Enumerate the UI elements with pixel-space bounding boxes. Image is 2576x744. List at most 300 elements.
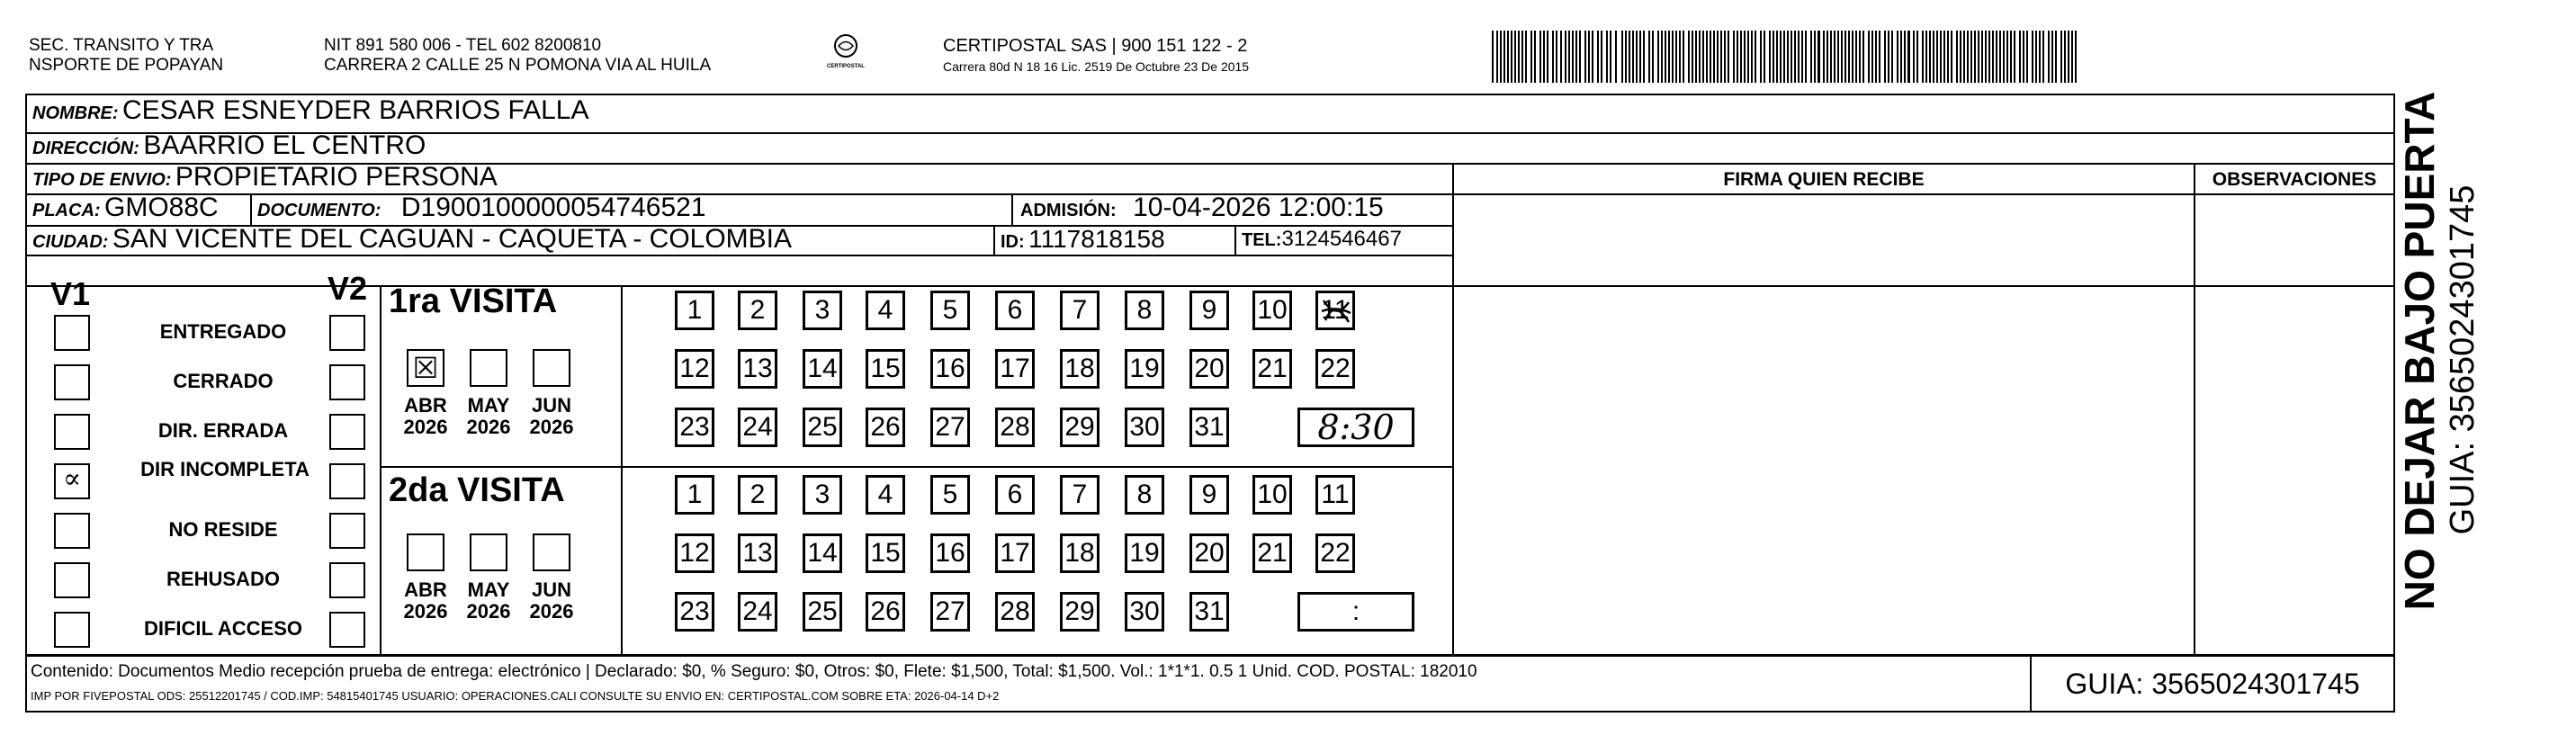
barcode-bar [2042,31,2044,83]
month-checkbox[interactable] [407,349,444,387]
direccion-row [32,130,426,161]
day-box[interactable]: 26 [866,592,905,632]
barcode-bar [1539,31,1541,83]
v1-checkbox-mark: ∝ [62,463,82,495]
barcode-bar [2019,31,2021,83]
month-label [459,395,518,438]
tipo-envio-label: TIPO DE ENVIO: [32,170,172,190]
barcode-bar [1639,31,1641,83]
barcode-bar [1844,31,1846,83]
day-box[interactable]: 19 [1125,533,1164,573]
day-box[interactable]: 14 [803,533,842,573]
day-box[interactable]: 16 [930,533,970,573]
barcode-bar [1572,31,1574,83]
barcode-bar [1518,31,1520,83]
barcode-bar [1904,31,1906,83]
day-box[interactable]: 7 [1060,291,1100,330]
barcode-bar [1834,31,1836,83]
barcode-bar [1579,31,1581,83]
direccion-value: BAARRIO EL CENTRO [143,130,426,160]
barcode-bar [1974,31,1976,83]
barcode-bar [1783,31,1785,83]
barcode-bar [1951,31,1952,83]
barcode-bar [1688,31,1690,83]
day-box[interactable]: 21 [1252,349,1292,389]
day-box[interactable]: 20 [1189,349,1229,389]
month-year: 2026 [403,600,448,623]
barcode-bar [1695,31,1697,83]
v1-checkbox[interactable] [54,414,90,450]
barcode-bar [1661,31,1663,83]
day-box[interactable]: 9 [1189,291,1229,330]
day-box[interactable]: 8 [1125,291,1164,330]
barcode-bar [1534,31,1536,83]
barcode-bar [1922,31,1924,83]
barcode-bar [2068,31,2069,83]
barcode-bar [1891,31,1893,83]
barcode-bar [1543,31,1545,83]
barcode-bar [1547,31,1548,83]
barcode-bar [1740,31,1742,83]
barcode-bar [1884,31,1886,83]
barcode-bar [1507,31,1509,83]
barcode-bar [1648,31,1650,83]
barcode-bar [1702,31,1704,83]
barcode-bar [1629,31,1630,83]
placa-field [32,193,219,223]
barcode-bar [1706,31,1708,83]
day-box[interactable]: 27 [930,592,970,632]
v2-checkbox[interactable] [329,513,365,549]
barcode-bar [1597,31,1599,83]
barcode-bar [1794,31,1796,83]
barcode-bar [2023,31,2024,83]
day-scribble-mark [1318,293,1354,329]
logo-icon [826,32,866,59]
barcode-bar [1963,31,1965,83]
day-box[interactable]: 31 [1189,408,1229,447]
barcode [1488,31,2082,83]
certipostal-logo [826,32,866,74]
day-box[interactable]: 19 [1125,349,1164,389]
v2-checkbox[interactable] [329,562,365,598]
barcode-bar [2039,31,2041,83]
barcode-bar [1810,31,1812,83]
day-box[interactable]: 3 [803,475,842,515]
day-box[interactable]: 2 [738,475,777,515]
barcode-bar [1575,31,1577,83]
barcode-bar [1525,31,1527,83]
barcode-bar [1530,31,1532,83]
tel-value: 3124546467 [1281,227,1402,251]
v1-checkbox[interactable] [54,513,90,549]
barcode-bar [1665,31,1666,83]
status-option-label: DIR. ERRADA [157,419,289,442]
day-box[interactable]: 14 [803,349,842,389]
barcode-bar [1791,31,1792,83]
barcode-bar [1780,31,1782,83]
barcode-bar [1960,31,1961,83]
barcode-bar [1621,31,1623,83]
barcode-bar [1560,31,1562,83]
barcode-bar [1859,31,1861,83]
documento-field [257,193,706,223]
barcode-bar [1672,31,1674,83]
day-box[interactable]: 22 [1315,349,1355,389]
barcode-bar [1900,31,1902,83]
barcode-bar [1733,31,1735,83]
barcode-bar [1841,31,1843,83]
company-name: CERTIPOSTAL SAS | 900 151 122 - 2 [943,36,1248,56]
month-name: MAY [467,578,510,601]
status-option-label: CERRADO [173,370,274,392]
barcode-bar [1925,31,1927,83]
barcode-bar [1514,31,1516,83]
barcode-bar [1985,31,1987,83]
barcode-bar [1588,31,1590,83]
status-option-label: ENTREGADO [159,320,287,343]
visit-2-title: 2da VISITA [389,471,565,509]
footer-guia: GUIA: 3565024301745 [2065,668,2360,700]
barcode-bar [1521,31,1523,83]
barcode-bar [1818,31,1820,83]
day-box[interactable]: 10 [1252,475,1292,515]
month-label [396,395,455,438]
day-box[interactable]: 22 [1315,533,1355,573]
day-box[interactable]: 4 [866,291,905,330]
barcode-bar [1992,31,1994,83]
barcode-bar [1988,31,1990,83]
day-box[interactable]: 6 [995,291,1035,330]
day-box[interactable]: 30 [1125,592,1164,632]
day-box[interactable]: 20 [1189,533,1229,573]
day-box[interactable]: 29 [1060,592,1100,632]
admision-label: ADMISIÓN: [1020,201,1117,220]
barcode-bar [1805,31,1807,83]
observaciones-header: OBSERVACIONES [2212,169,2377,190]
barcode-bar [1744,31,1746,83]
barcode-bar [1801,31,1803,83]
barcode-bar [1556,31,1557,83]
day-box[interactable]: 12 [675,349,714,389]
barcode-bar [2006,31,2008,83]
tel-field [1242,227,1402,252]
barcode-bar [1913,31,1915,83]
day-box[interactable]: 24 [738,408,777,447]
barcode-bar [1776,31,1778,83]
day-box[interactable]: 21 [1252,533,1292,573]
day-box[interactable]: 13 [738,533,777,573]
barcode-bar [1879,31,1880,83]
v2-checkbox[interactable] [329,414,365,450]
nombre-row [32,95,589,126]
status-option-label: DIR INCOMPLETA [140,458,310,480]
v1-checkbox[interactable] [54,364,90,400]
day-box[interactable]: 18 [1060,349,1100,389]
day-box[interactable]: 27 [930,408,970,447]
month-year: 2026 [529,600,574,623]
barcode-bar [1584,31,1586,83]
barcode-bar [2010,31,2012,83]
time-box[interactable]: 8:30 [1297,408,1414,447]
month-name: MAY [467,394,510,417]
day-box[interactable]: 9 [1189,475,1229,515]
barcode-bar [2035,31,2037,83]
month-checkbox[interactable] [470,533,507,571]
admision-field [1020,193,1384,223]
id-value: 1117818158 [1028,225,1165,253]
day-box[interactable]: 15 [866,349,905,389]
barcode-bar [1764,31,1765,83]
barcode-bar [1943,31,1945,83]
barcode-bar [2075,31,2077,83]
visit-1-title: 1ra VISITA [389,282,558,320]
barcode-bar [1888,31,1889,83]
ciudad-label: CIUDAD: [32,232,109,252]
month-name: ABR [404,578,447,601]
barcode-bar [1868,31,1870,83]
status-option-label: REHUSADO [166,568,280,590]
barcode-bar [1848,31,1850,83]
sender-name: SEC. TRANSITO Y TRA NSPORTE DE POPAYAN [29,36,224,75]
barcode-bar [1747,31,1749,83]
barcode-bar [1675,31,1677,83]
day-box[interactable]: 7 [1060,475,1100,515]
ciudad-field [32,224,792,255]
placa-value: GMO88C [104,193,219,222]
footer-contenido: Contenido: Documentos Medio recepción prueba de entrega: electrónico | Declarado: $0, % Seguro: $0, Otros: $0, Flete: $1,500, Total: $1,500. Vol.: 1*1*1. 0.5 1 Unid. COD. POSTAL: 182010 [31,662,1477,681]
v1-checkbox[interactable] [54,562,90,598]
documento-label: DOCUMENTO: [257,201,381,220]
v1-checkbox[interactable] [54,463,90,499]
month-label [396,579,455,623]
barcode-bar [1592,31,1593,83]
barcode-bar [1970,31,1972,83]
barcode-bar [1929,31,1931,83]
tel-label: TEL: [1242,230,1282,250]
nombre-value: CESAR ESNEYDER BARRIOS FALLA [122,95,589,125]
month-name: ABR [404,394,447,417]
v1-label: V1 [50,275,91,312]
month-year: 2026 [466,600,511,623]
month-year: 2026 [529,416,574,438]
day-box[interactable]: 28 [995,592,1035,632]
day-box[interactable]: 18 [1060,533,1100,573]
day-box[interactable]: 1 [675,475,714,515]
month-checkbox[interactable] [533,533,570,571]
day-box[interactable]: 25 [803,592,842,632]
v1-checkbox[interactable] [54,612,90,648]
v1-checkbox[interactable] [54,315,90,351]
day-box[interactable]: 30 [1125,408,1164,447]
month-year: 2026 [466,416,511,438]
barcode-bar [2032,31,2033,83]
logo-text: CERTIPOSTAL [827,64,865,69]
company-license: Carrera 80d N 18 16 Lic. 2519 De Octubre 23 De 2015 [943,59,1250,74]
status-option-label: DIFICIL ACCESO [143,617,302,640]
barcode-bar [1940,31,1942,83]
barcode-bar [1643,31,1645,83]
barcode-bar [1679,31,1681,83]
barcode-bar [1933,31,1934,83]
barcode-bar [1981,31,1983,83]
direccion-label: DIRECCIÓN: [32,139,139,158]
barcode-bar [2026,31,2028,83]
barcode-bar [1956,31,1958,83]
barcode-bar [1897,31,1898,83]
barcode-bar [1814,31,1816,83]
v2-checkbox[interactable] [329,364,365,400]
barcode-bar [1692,31,1693,83]
day-box[interactable]: 8 [1125,475,1164,515]
day-box[interactable]: 6 [995,475,1035,515]
barcode-bar [1720,31,1722,83]
barcode-bar [1511,31,1512,83]
barcode-bar [1724,31,1726,83]
day-box[interactable]: 31 [1189,592,1229,632]
barcode-bar [2060,31,2062,83]
barcode-bar [1907,31,1910,83]
footer-imp: IMP POR FIVEPOSTAL ODS: 25512201745 / COD.IMP: 54815401745 USUARIO: OPERACIONES.CALI CONSULTE SU ENVIO EN: CERTIPOSTAL.COM SOBRE ETA: 2026-04-14 D+2 [31,689,1000,703]
tipo-envio-row [32,162,498,193]
barcode-bar [1492,31,1494,83]
day-box[interactable]: 17 [995,349,1035,389]
barcode-bar [1999,31,2001,83]
day-box[interactable]: 5 [930,475,970,515]
barcode-bar [1625,31,1627,83]
barcode-bar [1699,31,1701,83]
barcode-bar [1837,31,1839,83]
barcode-bar [1552,31,1554,83]
barcode-bar [2048,31,2050,83]
day-box[interactable]: 28 [995,408,1035,447]
month-label [522,579,581,623]
barcode-bar [1683,31,1684,83]
documento-value: D1900100000054746521 [400,193,706,222]
side-guia: GUIA: 3565024301745 [2444,184,2482,535]
admision-value: 10-04-2026 12:00:15 [1133,193,1384,222]
barcode-bar [1496,31,1498,83]
barcode-bar [2055,31,2057,83]
id-field [1001,225,1165,254]
month-checkbox[interactable] [470,349,507,387]
barcode-bar [1773,31,1774,83]
day-box[interactable]: 13 [738,349,777,389]
barcode-bar [1565,31,1566,83]
barcode-bar [1978,31,1979,83]
day-box[interactable]: 2 [738,291,777,330]
time-box[interactable]: : [1297,592,1414,632]
month-checkbox[interactable] [407,533,444,571]
barcode-bar [1830,31,1832,83]
day-box[interactable]: 5 [930,291,970,330]
sender-nit: NIT 891 580 006 - TEL 602 8200810 [324,36,602,55]
day-box[interactable]: 23 [675,408,714,447]
day-box[interactable]: 16 [930,349,970,389]
month-name: JUN [531,394,571,417]
barcode-bar [1657,31,1659,83]
day-box[interactable]: 25 [803,408,842,447]
barcode-bar [1503,31,1505,83]
barcode-bar [2003,31,2005,83]
day-box[interactable]: 24 [738,592,777,632]
month-label [459,579,518,623]
day-box[interactable]: 26 [866,408,905,447]
barcode-bar [1737,31,1738,83]
barcode-bar [1601,31,1602,83]
barcode-bar [1755,31,1756,83]
month-label [522,395,581,438]
barcode-bar [1827,31,1828,83]
barcode-bar [2014,31,2015,83]
day-box[interactable]: 4 [866,475,905,515]
month-year: 2026 [403,416,448,438]
day-box[interactable]: 17 [995,533,1035,573]
day-box[interactable]: 10 [1252,291,1292,330]
barcode-bar [1787,31,1789,83]
barcode-bar [1713,31,1715,83]
barcode-bar [1568,31,1570,83]
barcode-bar [1652,31,1654,83]
v2-checkbox[interactable] [329,315,365,351]
barcode-bar [2064,31,2066,83]
barcode-bar [1728,31,1729,83]
day-box[interactable]: 12 [675,533,714,573]
day-box[interactable]: 23 [675,592,714,632]
day-box[interactable]: 1 [675,291,714,330]
barcode-bar [1606,31,1608,83]
barcode-bar [1769,31,1771,83]
barcode-bar [1823,31,1825,83]
barcode-bar [1500,31,1502,83]
barcode-bar [1610,31,1611,83]
barcode-bar [1855,31,1857,83]
barcode-bar [1668,31,1670,83]
day-box[interactable]: 3 [803,291,842,330]
barcode-bar [1875,31,1877,83]
barcode-bar [1967,31,1969,83]
day-box[interactable]: 15 [866,533,905,573]
barcode-bar [1916,31,1918,83]
barcode-bar [1936,31,1938,83]
barcode-bar [2071,31,2073,83]
status-option-label: NO RESIDE [168,518,278,541]
barcode-bar [1751,31,1753,83]
tipo-envio-value: PROPIETARIO PERSONA [175,162,498,192]
placa-label: PLACA: [32,201,101,220]
barcode-bar [1947,31,1949,83]
sender-address: CARRERA 2 CALLE 25 N POMONA VIA AL HUILA [324,56,712,75]
day-box[interactable]: 11 [1315,475,1355,515]
day-box[interactable]: 11 [1315,291,1355,330]
barcode-bar [1798,31,1800,83]
barcode-bar [1996,31,1997,83]
barcode-bar [1636,31,1638,83]
day-box[interactable]: 29 [1060,408,1100,447]
barcode-bar [1871,31,1873,83]
v2-checkbox[interactable] [329,612,365,648]
v2-checkbox[interactable] [329,463,365,499]
month-name: JUN [531,578,571,601]
month-checkbox-mark: ☒ [412,352,439,384]
barcode-bar [1717,31,1719,83]
nombre-label: NOMBRE: [32,103,119,123]
side-warning: NO DEJAR BAJO PUERTA [2396,91,2443,611]
month-checkbox[interactable] [533,349,570,387]
barcode-bar [1862,31,1864,83]
v2-label: V2 [328,270,368,307]
barcode-bar [2051,31,2053,83]
